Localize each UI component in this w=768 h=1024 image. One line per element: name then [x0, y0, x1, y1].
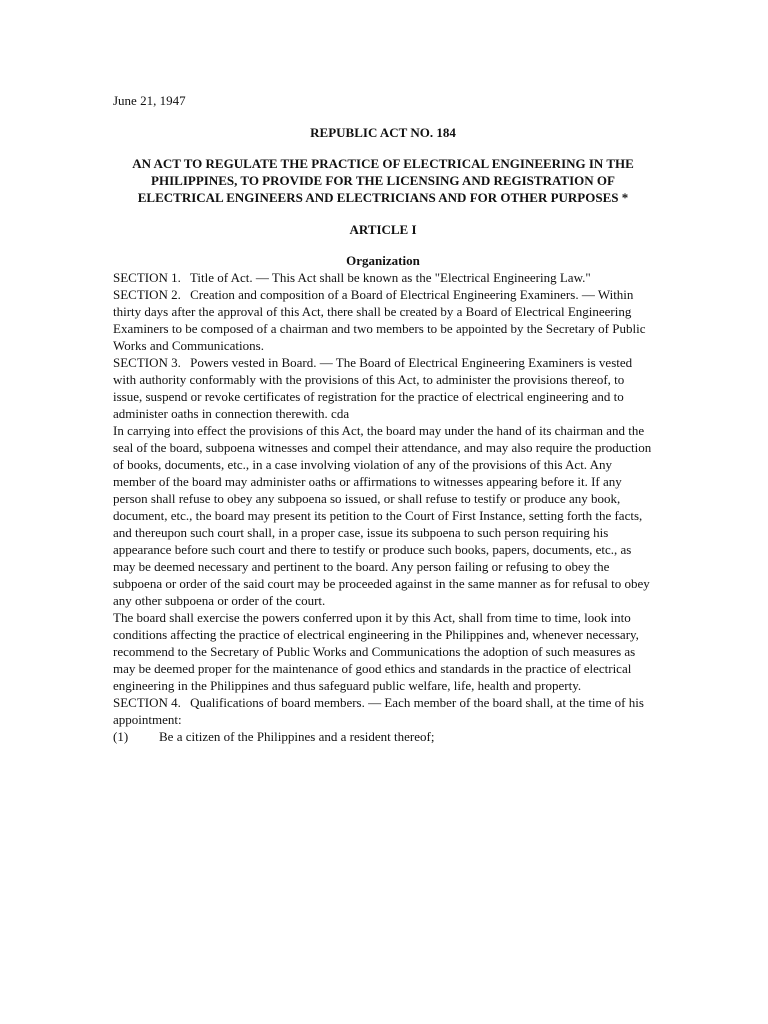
section-4-text: Qualifications of board members. — Each member of the board shall, at the time of his appointment:	[113, 695, 644, 727]
article-subheading: Organization	[346, 253, 420, 268]
section-4	[113, 694, 653, 728]
document-page	[113, 92, 653, 745]
qualification-item-1	[113, 728, 653, 745]
act-number: REPUBLIC ACT NO. 184	[310, 125, 456, 140]
qualification-item-1-text: Be a citizen of the Philippines and a resident thereof;	[159, 729, 435, 744]
section-4-label: SECTION 4.	[113, 695, 181, 710]
paragraph-board-subpoena: In carrying into effect the provisions of this Act, the board may under the hand of its chairman and the seal of the board, subpoena witnesses and compel their attendance, and may also require the production of books, documents, etc., in a case involving violation of any of the provisions of this Act. Any member of the board may administer oaths or affirmations to witnesses appearing before it. If any person shall refuse to obey any subpoena so issued, or shall refuse to testify or produce any book, document, etc., the board may present its petition to the Court of First Instance, setting forth the facts, and thereupon such court shall, in a proper case, issue its subpoena to such person requiring his appearance before such court and there to testify or produce such books, papers, documents, etc., as may be deemed necessary and pertinent to the board. Any person failing or refusing to obey the subpoena or order of the said court may be proceeded against in the same manner as for refusal to obey any other subpoena or order of the court.	[113, 423, 652, 608]
qualification-item-1-number: (1)	[113, 729, 129, 744]
section-3-label: SECTION 3.	[113, 355, 181, 370]
document-date: June 21, 1947	[113, 93, 186, 108]
section-1-label: SECTION 1.	[113, 270, 181, 285]
section-2-label: SECTION 2.	[113, 287, 181, 302]
act-title: AN ACT TO REGULATE THE PRACTICE OF ELECTRICAL ENGINEERING IN THE PHILIPPINES, TO PROVIDE FOR THE LICENSING AND REGISTRATION OF ELECTRICAL ENGINEERS AND ELECTRICIANS AND FOR OTHER PURPOSES *	[132, 156, 634, 205]
section-2-text: Creation and composition of a Board of Electrical Engineering Examiners. — Within thirty days after the approval of this Act, there shall be created by a Board of Electrical Engineering Examiners to be composed of a chairman and two members to be appointed by the Secretary of Public Works and Communications.	[113, 287, 646, 353]
paragraph-board-powers: The board shall exercise the powers conferred upon it by this Act, shall from time to time, look into conditions affecting the practice of electrical engineering in the Philippines and, whenever necessary, recommend to the Secretary of Public Works and Communications the adoption of such measures as may be deemed proper for the maintenance of good ethics and standards in the practice of electrical engineering in the Philippines and thus safeguard public welfare, life, health and property.	[113, 610, 639, 693]
article-heading: ARTICLE I	[349, 222, 417, 237]
section-3-text: Powers vested in Board. — The Board of Electrical Engineering Examiners is vested with authority conformably with the provisions of this Act, to administer the provisions thereof, to issue, suspend or revoke certificates of registration for the practice of electrical engineering and to administer oaths in connection therewith. cda	[113, 355, 633, 421]
section-3	[113, 354, 653, 422]
section-2	[113, 286, 653, 354]
section-1	[113, 269, 653, 286]
section-1-text: Title of Act. — This Act shall be known as the "Electrical Engineering Law."	[189, 270, 591, 285]
